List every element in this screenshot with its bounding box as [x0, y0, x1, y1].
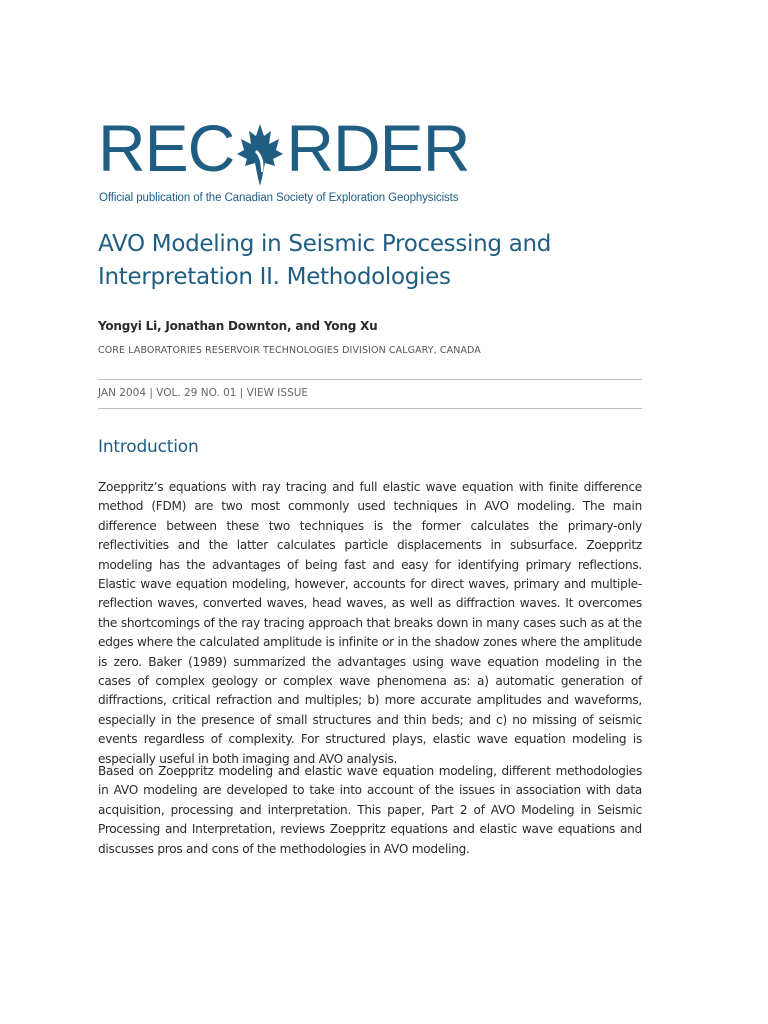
logo-text-left: REC [98, 111, 235, 185]
issue-date: JAN 2004 [98, 387, 147, 399]
recorder-logo[interactable] [98, 112, 469, 184]
issue-info-bar [98, 379, 642, 409]
issue-separator: | [236, 387, 247, 399]
author-affiliation: CORE LABORATORIES RESERVOIR TECHNOLOGIES DIVISION CALGARY, CANADA [98, 345, 481, 356]
body-paragraph: Zoeppritz’s equations with ray tracing and full elastic wave equation with finite difference method (FDM) are two most commonly used techniques in AVO modeling. The main difference between these two techniques is the former calculates the primary-only reflectivities and the latter calculates particle displacements in subsurface. Zoeppritz modeling has the advantages of being fast and easy for identifying primary reflections. Elastic wave equation modeling, however, accounts for direct waves, primary and multiple-reflection waves, converted waves, head waves, as well as diffraction waves. It overcomes the shortcomings of the ray tracing approach that breaks down in many cases such as at the edges where the calculated amplitude is infinite or in the shadow zones where the amplitude is zero. Baker (1989) summarized the advantages using wave equation modeling in the cases of complex geology or complex wave phenomena as: a) automatic generation of diffractions, critical refraction and multiples; b) more accurate amplitudes and waveforms, especially in the presence of small structures and thin beds; and c) no missing of seismic events regardless of complexity. For structured plays, elastic wave equation modeling is especially useful in both imaging and AVO analysis. [98, 480, 642, 766]
body-paragraph: Based on Zoeppritz modeling and elastic wave equation modeling, different methodologies in AVO modeling are developed to take into account of the issues in association with data acquisition, processing and interpretation. This paper, Part 2 of AVO Modeling in Seismic Processing and Interpretation, reviews Zoeppritz equations and elastic wave equations and discusses pros and cons of the methodologies in AVO modeling. [98, 764, 642, 856]
article-authors: Yongyi Li, Jonathan Downton, and Yong Xu [98, 319, 378, 333]
maple-leaf-icon [235, 120, 285, 186]
issue-volume: VOL. 29 NO. 01 [156, 387, 237, 399]
issue-line [98, 387, 308, 399]
section-heading-introduction: Introduction [98, 437, 199, 457]
logo-text-right: RDER [286, 111, 470, 185]
masthead [98, 112, 518, 212]
view-issue-link[interactable]: VIEW ISSUE [246, 387, 309, 399]
masthead-tagline: Official publication of the Canadian Society of Exploration Geophysicists [99, 192, 459, 204]
article-title: AVO Modeling in Seismic Processing and Interpretation II. Methodologies [98, 231, 552, 290]
issue-separator: | [146, 387, 157, 399]
